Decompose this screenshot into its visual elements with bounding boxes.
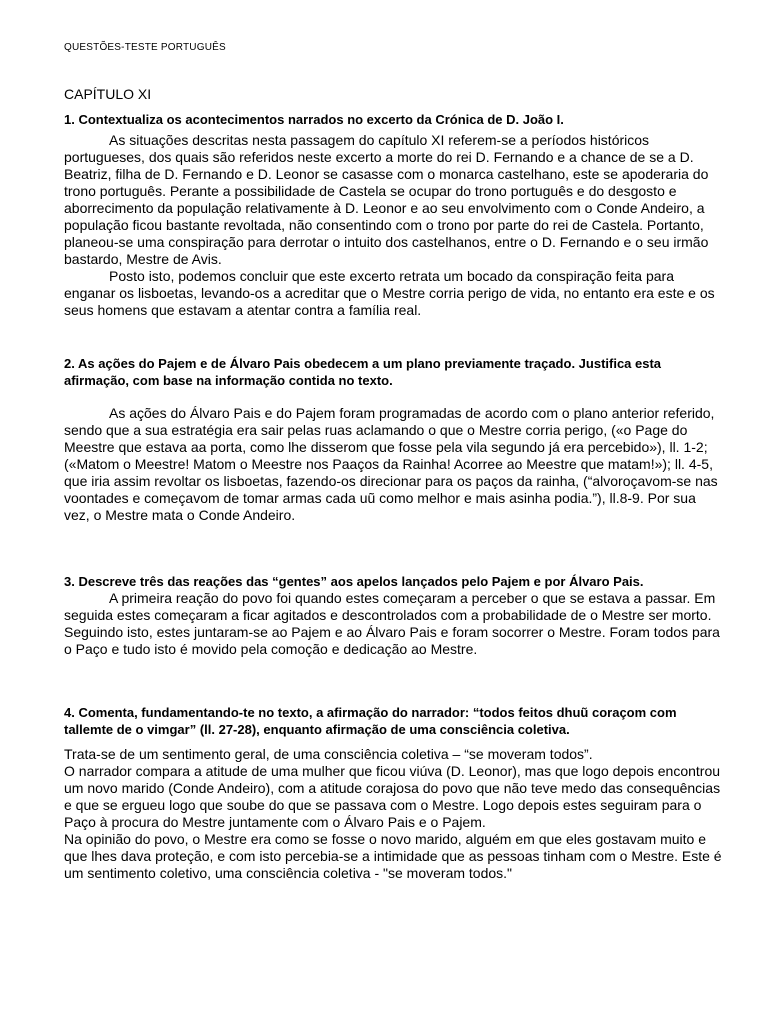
document-header: QUESTÕES-TESTE PORTUGUÊS (64, 42, 226, 53)
answer-2-paragraph-1: As ações do Álvaro Pais e do Pajem foram programadas de acordo com o plano anterior referido, sendo que a sua estratégia era sair pelas ruas aclamando o que o Mestre corria perigo, («o Page do Meestre que estava aa porta, como lhe disserom que fosse pela vila segundo já era percebido»), ll. 1-2; («Matom o Meestre! Matom o Meestre nos Paaços da Rainha! Acorree ao Meestre que matam!»); ll. 4-5, que iria assim revoltar os lisboetas, fazendo-os direcionar para os paços da rainha, (“alvoroçavom-se nas voontades e começavom de tomar armas cada uũ como melhor e mais asinha podia.”), ll.8-9. Por sua vez, o Mestre mata o Conde Andeiro. (64, 405, 718, 523)
answer-4-paragraph-2: O narrador compara a atitude de uma mulher que ficou viúva (D. Leonor), mas que logo depois encontrou um novo marido (Conde Andeiro), com a atitude corajosa do povo que não teve medo das consequências e que se ergueu logo que soube do que se passava com o Mestre. Logo depois estes seguiram para o Paço à procura do Mestre juntamente com o Álvaro Pais e o Pajem. (64, 763, 721, 830)
answer-3-paragraph-1: A primeira reação do povo foi quando estes começaram a perceber o que se estava a passar. Em seguida estes começaram a ficar agitados e descontrolados com a probabilidade de o Mestre ser morto. Seguindo isto, estes juntaram-se ao Pajem e ao Álvaro Pais e foram socorrer o Mestre. Foram todos para o Paço e tudo isto é movido pela comoção e dedicação ao Mestre. (64, 590, 720, 657)
question-3-section (64, 573, 724, 658)
answer-4-paragraph-1: Trata-se de um sentimento geral, de uma consciência coletiva – “se moveram todos”. (64, 746, 593, 762)
question-2: 2. As ações do Pajem e de Álvaro Pais obedecem a um plano previamente traçado. Justifica esta afirmação, com base na informação contida no texto. (64, 356, 662, 388)
question-3: 3. Descreve três das reações das “gentes” aos apelos lançados pelo Pajem e por Álvaro Pais. (64, 574, 644, 589)
chapter-title: CAPÍTULO XI (64, 86, 152, 102)
question-2-section (64, 355, 724, 524)
question-4-section (64, 704, 724, 882)
question-1-section (64, 111, 724, 319)
answer-4-paragraph-3: Na opinião do povo, o Mestre era como se fosse o novo marido, alguém em que eles gostavam muito e que lhes dava proteção, e com isto percebia-se a intimidade que as pessoas tinham com o Mestre. Este é um sentimento coletivo, uma consciência coletiva - "se moveram todos." (64, 831, 722, 881)
question-4: 4. Comenta, fundamentando-te no texto, a afirmação do narrador: “todos feitos dhuũ coraçom com tallemte de o vimgar” (ll. 27-28), enquanto afirmação de uma consciência coletiva. (64, 705, 677, 737)
answer-1-paragraph-2: Posto isto, podemos concluir que este excerto retrata um bocado da conspiração feita para enganar os lisboetas, levando-os a acreditar que o Mestre corria perigo de vida, no entanto era este e os seus homens que estavam a atentar contra a família real. (64, 268, 715, 318)
question-1: 1. Contextualiza os acontecimentos narrados no excerto da Crónica de D. João I. (64, 112, 564, 127)
answer-1-paragraph-1: As situações descritas nesta passagem do capítulo XI referem-se a períodos históricos portugueses, dos quais são referidos neste excerto a morte do rei D. Fernando e a chance de se a D. Beatriz, filha de D. Fernando e D. Leonor se casasse com o monarca castelhano, este se apoderaria do trono português. Perante a possibilidade de Castela se ocupar do trono português e do desgosto e aborrecimento da população relativamente à D. Leonor e ao seu envolvimento com o Conde Andeiro, a população ficou bastante revoltada, não consentindo com o trono por parte do rei de Castela. Portanto, planeou-se uma conspiração para derrotar o intuito dos castelhanos, entre o D. Fernando e o seu irmão bastardo, Mestre de Avis. (64, 132, 709, 267)
